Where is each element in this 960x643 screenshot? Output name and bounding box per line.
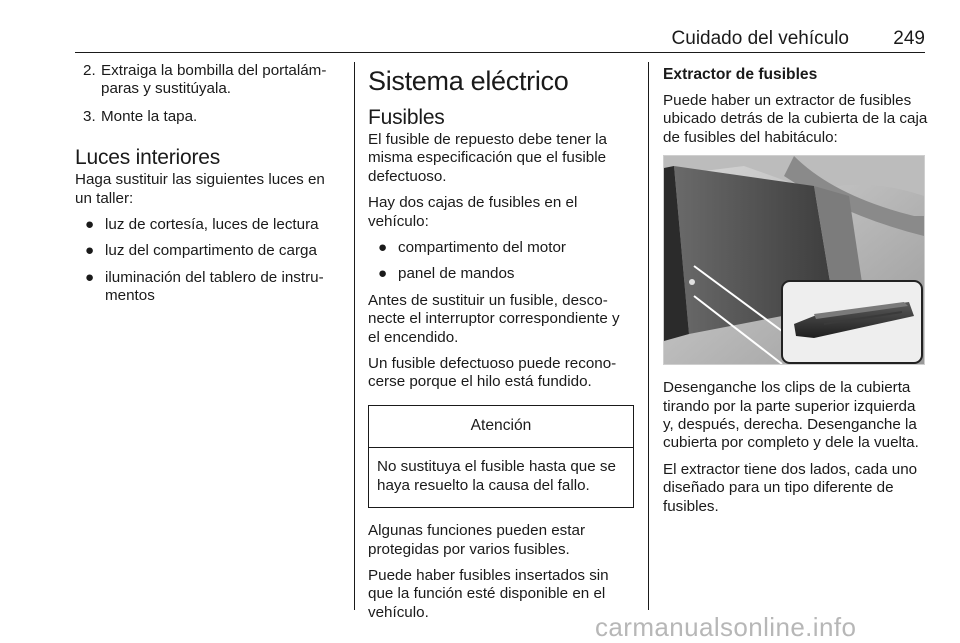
list-item xyxy=(75,216,345,234)
bullet-icon: ● xyxy=(85,242,95,260)
notice-title: Atención xyxy=(369,406,633,448)
column-1 xyxy=(75,62,345,314)
paragraph: Desenganche los clips de la cubierta tirando por la parte superior izquierda y, después, derecha. Desenganche la cubierta por completo y dele la vuelta. xyxy=(663,379,919,452)
fuse-extractor-illustration xyxy=(663,155,925,365)
step-item xyxy=(75,62,345,99)
bullet-icon: ● xyxy=(85,268,95,286)
list-item xyxy=(368,239,634,257)
chapter-title: Sistema eléctrico xyxy=(368,66,569,96)
bullet-icon: ● xyxy=(378,239,388,257)
list-item xyxy=(75,242,345,260)
bullet-list xyxy=(368,239,634,284)
page-number: 249 xyxy=(893,28,925,49)
fuse-extractor-photo xyxy=(664,156,924,364)
section-heading-interior-lights: Luces interiores xyxy=(75,146,221,170)
bullet-list xyxy=(75,216,345,306)
step-number: 3. xyxy=(83,107,96,125)
column-3 xyxy=(663,62,929,524)
list-item xyxy=(75,269,345,306)
step-text: Monte la tapa. xyxy=(101,107,198,125)
paragraph: Hay dos cajas de fusibles en el vehículo: xyxy=(368,194,578,230)
paragraph: Puede haber fusibles insertados sin que la función esté disponible en el vehículo. xyxy=(368,566,609,621)
notice-text: No sustituya el fusible hasta que se haya resuelto la causa del fallo. xyxy=(377,458,616,494)
paragraph: Haga sustituir las siguientes luces en un taller: xyxy=(75,171,325,207)
section-heading-fuse-extractor: Extractor de fusibles xyxy=(663,66,818,83)
step-number: 2. xyxy=(83,62,96,79)
paragraph: Un fusible defectuoso puede reconocerse porque el hilo está fundido. xyxy=(368,355,617,391)
section-title: Cuidado del vehículo xyxy=(671,28,849,49)
bullet-icon: ● xyxy=(378,265,388,283)
list-item-text: compartimento del motor xyxy=(398,239,566,257)
column-divider xyxy=(354,62,355,610)
list-item-text: luz del compartimento de carga xyxy=(105,242,317,260)
column-divider xyxy=(648,62,649,610)
notice-box xyxy=(368,405,634,508)
list-item xyxy=(368,265,634,283)
bullet-icon: ● xyxy=(85,216,95,234)
paragraph: El fusible de repuesto debe tener la misma especificación que el fusible defectuoso. xyxy=(368,131,607,185)
page-header xyxy=(75,26,925,53)
step-text: Extraiga la bombilla del portalámparas y sustitúyala. xyxy=(101,62,327,98)
paragraph: Algunas funciones pueden estar protegidas por varios fusibles. xyxy=(368,522,586,558)
section-heading-fuses: Fusibles xyxy=(368,106,445,129)
step-item xyxy=(75,108,345,126)
watermark: carmanualsonline.info xyxy=(595,612,857,642)
paragraph: El extractor tiene dos lados, cada uno diseñado para un tipo diferente de fusibles. xyxy=(663,460,918,515)
list-item-text: iluminación del tablero de instrumentos xyxy=(105,268,324,305)
column-2 xyxy=(368,62,634,630)
paragraph: Antes de sustituir un fusible, desconecte el interruptor correspondiente y el encendido. xyxy=(368,291,620,346)
paragraph: Puede haber un extractor de fusibles ubicado detrás de la cubierta de la caja de fusibles del habitáculo: xyxy=(663,92,928,146)
list-item-text: luz de cortesía, luces de lectura xyxy=(105,216,319,234)
list-item-text: panel de mandos xyxy=(398,265,515,283)
